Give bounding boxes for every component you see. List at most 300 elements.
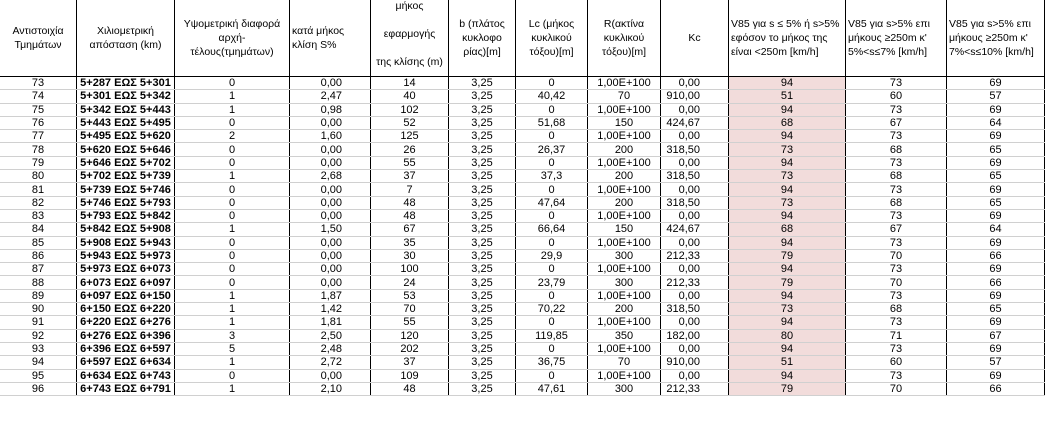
cell-section[interactable]: 93 bbox=[0, 342, 77, 355]
cell-v85-mid[interactable]: 73 bbox=[846, 289, 947, 302]
cell-elevation-diff[interactable]: 1 bbox=[175, 223, 290, 236]
cell-lane-width[interactable]: 3,25 bbox=[449, 103, 516, 116]
cell-section[interactable]: 84 bbox=[0, 223, 77, 236]
cell-chainage[interactable]: 5+746 ΕΩΣ 5+793 bbox=[77, 196, 175, 209]
cell-kc[interactable]: 212,33 bbox=[661, 276, 729, 289]
cell-elevation-diff[interactable]: 0 bbox=[175, 263, 290, 276]
cell-lane-width[interactable]: 3,25 bbox=[449, 77, 516, 90]
cell-arc-length[interactable]: 70,22 bbox=[516, 303, 588, 316]
cell-section[interactable]: 90 bbox=[0, 303, 77, 316]
cell-lane-width[interactable]: 3,25 bbox=[449, 249, 516, 262]
cell-v85-mid[interactable]: 73 bbox=[846, 103, 947, 116]
cell-slope-length[interactable]: 55 bbox=[371, 316, 449, 329]
cell-chainage[interactable]: 5+646 ΕΩΣ 5+702 bbox=[77, 156, 175, 169]
cell-v85-mid[interactable]: 73 bbox=[846, 77, 947, 90]
cell-v85-low[interactable]: 80 bbox=[729, 329, 846, 342]
cell-v85-mid[interactable]: 67 bbox=[846, 116, 947, 129]
cell-chainage[interactable]: 5+793 ΕΩΣ 5+842 bbox=[77, 209, 175, 222]
cell-slope-length[interactable]: 100 bbox=[371, 263, 449, 276]
cell-chainage[interactable]: 6+743 ΕΩΣ 6+791 bbox=[77, 382, 175, 395]
cell-kc[interactable]: 0,00 bbox=[661, 130, 729, 143]
header-sections[interactable]: Αντιστοιχία Τμημάτων bbox=[0, 0, 77, 77]
cell-chainage[interactable]: 5+702 ΕΩΣ 5+739 bbox=[77, 170, 175, 183]
cell-section[interactable]: 82 bbox=[0, 196, 77, 209]
cell-slope[interactable]: 1,50 bbox=[290, 223, 371, 236]
cell-elevation-diff[interactable]: 1 bbox=[175, 103, 290, 116]
cell-kc[interactable]: 318,50 bbox=[661, 196, 729, 209]
cell-radius[interactable]: 200 bbox=[588, 143, 661, 156]
cell-elevation-diff[interactable]: 1 bbox=[175, 90, 290, 103]
cell-v85-mid[interactable]: 73 bbox=[846, 209, 947, 222]
cell-lane-width[interactable]: 3,25 bbox=[449, 289, 516, 302]
cell-v85-low[interactable]: 94 bbox=[729, 316, 846, 329]
cell-chainage[interactable]: 5+301 ΕΩΣ 5+342 bbox=[77, 90, 175, 103]
cell-v85-high[interactable]: 69 bbox=[947, 369, 1045, 382]
header-v85-high[interactable]: V85 για s>5% επι μήκους ≥250m κ' 7%<s≤10% [km/h] bbox=[947, 0, 1045, 77]
cell-v85-mid[interactable]: 73 bbox=[846, 316, 947, 329]
cell-kc[interactable]: 0,00 bbox=[661, 183, 729, 196]
cell-v85-high[interactable]: 66 bbox=[947, 249, 1045, 262]
cell-v85-mid[interactable]: 67 bbox=[846, 223, 947, 236]
cell-lane-width[interactable]: 3,25 bbox=[449, 263, 516, 276]
cell-slope-length[interactable]: 48 bbox=[371, 382, 449, 395]
cell-kc[interactable]: 0,00 bbox=[661, 263, 729, 276]
cell-radius[interactable]: 1,00E+100 bbox=[588, 103, 661, 116]
cell-radius[interactable]: 300 bbox=[588, 249, 661, 262]
cell-v85-high[interactable]: 69 bbox=[947, 209, 1045, 222]
cell-radius[interactable]: 150 bbox=[588, 223, 661, 236]
cell-section[interactable]: 81 bbox=[0, 183, 77, 196]
cell-section[interactable]: 95 bbox=[0, 369, 77, 382]
cell-v85-low[interactable]: 94 bbox=[729, 209, 846, 222]
cell-slope[interactable]: 0,00 bbox=[290, 263, 371, 276]
cell-v85-high[interactable]: 69 bbox=[947, 156, 1045, 169]
cell-lane-width[interactable]: 3,25 bbox=[449, 356, 516, 369]
cell-v85-high[interactable]: 64 bbox=[947, 116, 1045, 129]
cell-v85-low[interactable]: 79 bbox=[729, 276, 846, 289]
cell-slope-length[interactable]: 70 bbox=[371, 303, 449, 316]
cell-v85-high[interactable]: 57 bbox=[947, 356, 1045, 369]
cell-chainage[interactable]: 5+973 ΕΩΣ 6+073 bbox=[77, 263, 175, 276]
cell-slope[interactable]: 2,47 bbox=[290, 90, 371, 103]
cell-slope-length[interactable]: 35 bbox=[371, 236, 449, 249]
cell-v85-mid[interactable]: 73 bbox=[846, 130, 947, 143]
cell-radius[interactable]: 1,00E+100 bbox=[588, 289, 661, 302]
cell-v85-low[interactable]: 94 bbox=[729, 103, 846, 116]
cell-lane-width[interactable]: 3,25 bbox=[449, 342, 516, 355]
cell-v85-high[interactable]: 69 bbox=[947, 130, 1045, 143]
cell-kc[interactable]: 318,50 bbox=[661, 303, 729, 316]
cell-radius[interactable]: 1,00E+100 bbox=[588, 130, 661, 143]
cell-v85-mid[interactable]: 73 bbox=[846, 183, 947, 196]
cell-v85-high[interactable]: 67 bbox=[947, 329, 1045, 342]
header-v85-mid[interactable]: V85 για s>5% επι μήκους ≥250m κ' 5%<s≤7% [km/h] bbox=[846, 0, 947, 77]
cell-slope[interactable]: 0,00 bbox=[290, 196, 371, 209]
cell-arc-length[interactable]: 51,68 bbox=[516, 116, 588, 129]
cell-arc-length[interactable]: 29,9 bbox=[516, 249, 588, 262]
cell-v85-low[interactable]: 73 bbox=[729, 143, 846, 156]
cell-radius[interactable]: 300 bbox=[588, 276, 661, 289]
cell-slope[interactable]: 1,87 bbox=[290, 289, 371, 302]
cell-arc-length[interactable]: 40,42 bbox=[516, 90, 588, 103]
header-slope[interactable]: κατά μήκος κλίση S% bbox=[290, 0, 371, 77]
cell-v85-mid[interactable]: 73 bbox=[846, 369, 947, 382]
cell-section[interactable]: 77 bbox=[0, 130, 77, 143]
cell-elevation-diff[interactable]: 0 bbox=[175, 116, 290, 129]
cell-slope-length[interactable]: 14 bbox=[371, 77, 449, 90]
header-kc[interactable]: Kc bbox=[661, 0, 729, 77]
cell-chainage[interactable]: 6+097 ΕΩΣ 6+150 bbox=[77, 289, 175, 302]
cell-v85-low[interactable]: 68 bbox=[729, 116, 846, 129]
cell-elevation-diff[interactable]: 1 bbox=[175, 356, 290, 369]
cell-chainage[interactable]: 5+342 ΕΩΣ 5+443 bbox=[77, 103, 175, 116]
cell-elevation-diff[interactable]: 0 bbox=[175, 369, 290, 382]
cell-section[interactable]: 76 bbox=[0, 116, 77, 129]
cell-slope-length[interactable]: 52 bbox=[371, 116, 449, 129]
cell-lane-width[interactable]: 3,25 bbox=[449, 236, 516, 249]
cell-v85-low[interactable]: 79 bbox=[729, 249, 846, 262]
cell-elevation-diff[interactable]: 0 bbox=[175, 249, 290, 262]
cell-v85-low[interactable]: 94 bbox=[729, 183, 846, 196]
cell-elevation-diff[interactable]: 0 bbox=[175, 209, 290, 222]
cell-radius[interactable]: 1,00E+100 bbox=[588, 236, 661, 249]
cell-elevation-diff[interactable]: 0 bbox=[175, 77, 290, 90]
cell-kc[interactable]: 424,67 bbox=[661, 116, 729, 129]
cell-v85-high[interactable]: 69 bbox=[947, 103, 1045, 116]
cell-arc-length[interactable]: 0 bbox=[516, 130, 588, 143]
cell-section[interactable]: 80 bbox=[0, 170, 77, 183]
cell-kc[interactable]: 0,00 bbox=[661, 209, 729, 222]
cell-arc-length[interactable]: 66,64 bbox=[516, 223, 588, 236]
cell-v85-high[interactable]: 66 bbox=[947, 276, 1045, 289]
cell-elevation-diff[interactable]: 1 bbox=[175, 316, 290, 329]
header-lane-width[interactable]: b (πλάτος κυκλοφο ρίας)[m] bbox=[449, 0, 516, 77]
cell-section[interactable]: 83 bbox=[0, 209, 77, 222]
cell-chainage[interactable]: 6+073 ΕΩΣ 6+097 bbox=[77, 276, 175, 289]
cell-slope-length[interactable]: 55 bbox=[371, 156, 449, 169]
cell-chainage[interactable]: 5+908 ΕΩΣ 5+943 bbox=[77, 236, 175, 249]
cell-slope[interactable]: 2,68 bbox=[290, 170, 371, 183]
cell-v85-high[interactable]: 69 bbox=[947, 342, 1045, 355]
cell-slope-length[interactable]: 26 bbox=[371, 143, 449, 156]
cell-arc-length[interactable]: 0 bbox=[516, 316, 588, 329]
cell-v85-high[interactable]: 69 bbox=[947, 77, 1045, 90]
cell-v85-mid[interactable]: 68 bbox=[846, 170, 947, 183]
cell-slope[interactable]: 0,00 bbox=[290, 209, 371, 222]
cell-radius[interactable]: 200 bbox=[588, 303, 661, 316]
cell-slope[interactable]: 0,00 bbox=[290, 143, 371, 156]
cell-v85-high[interactable]: 69 bbox=[947, 289, 1045, 302]
cell-v85-low[interactable]: 94 bbox=[729, 369, 846, 382]
cell-radius[interactable]: 200 bbox=[588, 196, 661, 209]
cell-v85-mid[interactable]: 70 bbox=[846, 249, 947, 262]
cell-kc[interactable]: 910,00 bbox=[661, 90, 729, 103]
cell-arc-length[interactable]: 0 bbox=[516, 342, 588, 355]
header-elevation-diff[interactable]: Υψομετρική διαφορά αρχή-τέλους(τμημάτων) bbox=[175, 0, 290, 77]
cell-chainage[interactable]: 5+842 ΕΩΣ 5+908 bbox=[77, 223, 175, 236]
cell-v85-low[interactable]: 73 bbox=[729, 303, 846, 316]
cell-slope-length[interactable]: 37 bbox=[371, 356, 449, 369]
cell-kc[interactable]: 910,00 bbox=[661, 356, 729, 369]
cell-slope-length[interactable]: 37 bbox=[371, 170, 449, 183]
cell-v85-mid[interactable]: 73 bbox=[846, 236, 947, 249]
cell-elevation-diff[interactable]: 0 bbox=[175, 183, 290, 196]
cell-arc-length[interactable]: 23,79 bbox=[516, 276, 588, 289]
cell-arc-length[interactable]: 0 bbox=[516, 369, 588, 382]
cell-radius[interactable]: 1,00E+100 bbox=[588, 342, 661, 355]
cell-section[interactable]: 74 bbox=[0, 90, 77, 103]
cell-slope[interactable]: 1,42 bbox=[290, 303, 371, 316]
cell-lane-width[interactable]: 3,25 bbox=[449, 369, 516, 382]
cell-v85-low[interactable]: 94 bbox=[729, 342, 846, 355]
cell-radius[interactable]: 300 bbox=[588, 382, 661, 395]
cell-section[interactable]: 89 bbox=[0, 289, 77, 302]
cell-v85-mid[interactable]: 68 bbox=[846, 143, 947, 156]
cell-radius[interactable]: 150 bbox=[588, 116, 661, 129]
cell-v85-low[interactable]: 94 bbox=[729, 236, 846, 249]
cell-arc-length[interactable]: 0 bbox=[516, 289, 588, 302]
cell-v85-high[interactable]: 65 bbox=[947, 143, 1045, 156]
cell-slope-length[interactable]: 30 bbox=[371, 249, 449, 262]
cell-slope[interactable]: 0,00 bbox=[290, 249, 371, 262]
cell-radius[interactable]: 1,00E+100 bbox=[588, 316, 661, 329]
cell-v85-high[interactable]: 69 bbox=[947, 316, 1045, 329]
cell-elevation-diff[interactable]: 3 bbox=[175, 329, 290, 342]
cell-chainage[interactable]: 6+150 ΕΩΣ 6+220 bbox=[77, 303, 175, 316]
cell-elevation-diff[interactable]: 1 bbox=[175, 382, 290, 395]
cell-slope[interactable]: 0,00 bbox=[290, 236, 371, 249]
cell-slope[interactable]: 0,00 bbox=[290, 369, 371, 382]
cell-chainage[interactable]: 5+443 ΕΩΣ 5+495 bbox=[77, 116, 175, 129]
cell-chainage[interactable]: 5+739 ΕΩΣ 5+746 bbox=[77, 183, 175, 196]
cell-radius[interactable]: 1,00E+100 bbox=[588, 263, 661, 276]
cell-slope[interactable]: 0,00 bbox=[290, 276, 371, 289]
cell-slope-length[interactable]: 102 bbox=[371, 103, 449, 116]
cell-slope[interactable]: 0,00 bbox=[290, 183, 371, 196]
cell-v85-mid[interactable]: 73 bbox=[846, 342, 947, 355]
cell-slope-length[interactable]: 7 bbox=[371, 183, 449, 196]
cell-slope[interactable]: 1,81 bbox=[290, 316, 371, 329]
cell-arc-length[interactable]: 26,37 bbox=[516, 143, 588, 156]
cell-radius[interactable]: 70 bbox=[588, 356, 661, 369]
cell-lane-width[interactable]: 3,25 bbox=[449, 90, 516, 103]
cell-kc[interactable]: 0,00 bbox=[661, 77, 729, 90]
header-slope-length[interactable] bbox=[371, 0, 449, 77]
cell-elevation-diff[interactable]: 2 bbox=[175, 130, 290, 143]
cell-slope[interactable]: 0,00 bbox=[290, 156, 371, 169]
cell-slope[interactable]: 0,00 bbox=[290, 77, 371, 90]
cell-radius[interactable]: 200 bbox=[588, 170, 661, 183]
cell-chainage[interactable]: 6+276 ΕΩΣ 6+396 bbox=[77, 329, 175, 342]
cell-arc-length[interactable]: 37,3 bbox=[516, 170, 588, 183]
cell-section[interactable]: 85 bbox=[0, 236, 77, 249]
cell-section[interactable]: 78 bbox=[0, 143, 77, 156]
cell-lane-width[interactable]: 3,25 bbox=[449, 382, 516, 395]
cell-lane-width[interactable]: 3,25 bbox=[449, 223, 516, 236]
cell-arc-length[interactable]: 0 bbox=[516, 236, 588, 249]
cell-kc[interactable]: 0,00 bbox=[661, 342, 729, 355]
cell-arc-length[interactable]: 0 bbox=[516, 77, 588, 90]
cell-section[interactable]: 88 bbox=[0, 276, 77, 289]
cell-radius[interactable]: 70 bbox=[588, 90, 661, 103]
cell-elevation-diff[interactable]: 1 bbox=[175, 303, 290, 316]
cell-lane-width[interactable]: 3,25 bbox=[449, 130, 516, 143]
cell-chainage[interactable]: 5+620 ΕΩΣ 5+646 bbox=[77, 143, 175, 156]
cell-slope-length[interactable]: 48 bbox=[371, 196, 449, 209]
cell-slope[interactable]: 2,50 bbox=[290, 329, 371, 342]
cell-radius[interactable]: 1,00E+100 bbox=[588, 77, 661, 90]
cell-radius[interactable]: 1,00E+100 bbox=[588, 183, 661, 196]
cell-radius[interactable]: 1,00E+100 bbox=[588, 369, 661, 382]
cell-radius[interactable]: 1,00E+100 bbox=[588, 156, 661, 169]
cell-kc[interactable]: 0,00 bbox=[661, 316, 729, 329]
cell-elevation-diff[interactable]: 0 bbox=[175, 143, 290, 156]
cell-v85-high[interactable]: 65 bbox=[947, 196, 1045, 209]
cell-v85-mid[interactable]: 73 bbox=[846, 156, 947, 169]
cell-radius[interactable]: 350 bbox=[588, 329, 661, 342]
cell-slope[interactable]: 2,72 bbox=[290, 356, 371, 369]
cell-v85-mid[interactable]: 60 bbox=[846, 356, 947, 369]
cell-kc[interactable]: 318,50 bbox=[661, 143, 729, 156]
cell-v85-high[interactable]: 57 bbox=[947, 90, 1045, 103]
cell-section[interactable]: 79 bbox=[0, 156, 77, 169]
cell-slope-length[interactable]: 125 bbox=[371, 130, 449, 143]
cell-v85-low[interactable]: 94 bbox=[729, 130, 846, 143]
cell-elevation-diff[interactable]: 5 bbox=[175, 342, 290, 355]
cell-elevation-diff[interactable]: 0 bbox=[175, 156, 290, 169]
cell-elevation-diff[interactable]: 0 bbox=[175, 196, 290, 209]
cell-v85-mid[interactable]: 70 bbox=[846, 276, 947, 289]
cell-v85-low[interactable]: 94 bbox=[729, 263, 846, 276]
cell-kc[interactable]: 424,67 bbox=[661, 223, 729, 236]
cell-v85-high[interactable]: 65 bbox=[947, 303, 1045, 316]
cell-elevation-diff[interactable]: 1 bbox=[175, 289, 290, 302]
cell-v85-low[interactable]: 79 bbox=[729, 382, 846, 395]
cell-v85-mid[interactable]: 73 bbox=[846, 263, 947, 276]
cell-chainage[interactable]: 6+396 ΕΩΣ 6+597 bbox=[77, 342, 175, 355]
cell-lane-width[interactable]: 3,25 bbox=[449, 183, 516, 196]
cell-arc-length[interactable]: 47,61 bbox=[516, 382, 588, 395]
cell-lane-width[interactable]: 3,25 bbox=[449, 316, 516, 329]
cell-section[interactable]: 73 bbox=[0, 77, 77, 90]
cell-lane-width[interactable]: 3,25 bbox=[449, 276, 516, 289]
cell-v85-high[interactable]: 65 bbox=[947, 170, 1045, 183]
cell-arc-length[interactable]: 36,75 bbox=[516, 356, 588, 369]
cell-chainage[interactable]: 6+597 ΕΩΣ 6+634 bbox=[77, 356, 175, 369]
cell-kc[interactable]: 212,33 bbox=[661, 249, 729, 262]
cell-v85-mid[interactable]: 71 bbox=[846, 329, 947, 342]
cell-slope[interactable]: 0,98 bbox=[290, 103, 371, 116]
cell-v85-high[interactable]: 69 bbox=[947, 183, 1045, 196]
cell-v85-mid[interactable]: 70 bbox=[846, 382, 947, 395]
cell-v85-low[interactable]: 94 bbox=[729, 156, 846, 169]
cell-lane-width[interactable]: 3,25 bbox=[449, 143, 516, 156]
cell-lane-width[interactable]: 3,25 bbox=[449, 116, 516, 129]
cell-arc-length[interactable]: 47,64 bbox=[516, 196, 588, 209]
cell-kc[interactable]: 0,00 bbox=[661, 236, 729, 249]
cell-section[interactable]: 94 bbox=[0, 356, 77, 369]
cell-section[interactable]: 75 bbox=[0, 103, 77, 116]
cell-kc[interactable]: 0,00 bbox=[661, 369, 729, 382]
cell-v85-low[interactable]: 94 bbox=[729, 289, 846, 302]
cell-v85-high[interactable]: 69 bbox=[947, 236, 1045, 249]
cell-slope-length[interactable]: 202 bbox=[371, 342, 449, 355]
cell-chainage[interactable]: 5+287 ΕΩΣ 5+301 bbox=[77, 77, 175, 90]
cell-v85-mid[interactable]: 60 bbox=[846, 90, 947, 103]
cell-v85-low[interactable]: 68 bbox=[729, 223, 846, 236]
cell-v85-mid[interactable]: 68 bbox=[846, 196, 947, 209]
cell-chainage[interactable]: 6+220 ΕΩΣ 6+276 bbox=[77, 316, 175, 329]
cell-slope-length[interactable]: 24 bbox=[371, 276, 449, 289]
cell-kc[interactable]: 182,00 bbox=[661, 329, 729, 342]
cell-v85-low[interactable]: 94 bbox=[729, 77, 846, 90]
cell-v85-high[interactable]: 66 bbox=[947, 382, 1045, 395]
cell-slope-length[interactable]: 53 bbox=[371, 289, 449, 302]
cell-lane-width[interactable]: 3,25 bbox=[449, 170, 516, 183]
cell-elevation-diff[interactable]: 1 bbox=[175, 170, 290, 183]
cell-slope-length[interactable]: 120 bbox=[371, 329, 449, 342]
header-v85-low[interactable]: V85 για s ≤ 5% ή s>5% εφόσον το μήκος της είναι <250m [km/h] bbox=[729, 0, 846, 77]
cell-chainage[interactable]: 5+943 ΕΩΣ 5+973 bbox=[77, 249, 175, 262]
cell-arc-length[interactable]: 0 bbox=[516, 156, 588, 169]
cell-section[interactable]: 91 bbox=[0, 316, 77, 329]
cell-arc-length[interactable]: 0 bbox=[516, 103, 588, 116]
cell-radius[interactable]: 1,00E+100 bbox=[588, 209, 661, 222]
cell-lane-width[interactable]: 3,25 bbox=[449, 196, 516, 209]
cell-kc[interactable]: 0,00 bbox=[661, 103, 729, 116]
cell-slope[interactable]: 0,00 bbox=[290, 116, 371, 129]
cell-chainage[interactable]: 6+634 ΕΩΣ 6+743 bbox=[77, 369, 175, 382]
cell-elevation-diff[interactable]: 0 bbox=[175, 276, 290, 289]
cell-chainage[interactable]: 5+495 ΕΩΣ 5+620 bbox=[77, 130, 175, 143]
cell-section[interactable]: 87 bbox=[0, 263, 77, 276]
header-chainage[interactable]: Χιλιομετρική απόσταση (km) bbox=[77, 0, 175, 77]
cell-kc[interactable]: 0,00 bbox=[661, 156, 729, 169]
cell-arc-length[interactable]: 0 bbox=[516, 263, 588, 276]
cell-section[interactable]: 96 bbox=[0, 382, 77, 395]
cell-v85-low[interactable]: 73 bbox=[729, 170, 846, 183]
cell-v85-low[interactable]: 73 bbox=[729, 196, 846, 209]
cell-v85-low[interactable]: 51 bbox=[729, 356, 846, 369]
cell-arc-length[interactable]: 119,85 bbox=[516, 329, 588, 342]
cell-lane-width[interactable]: 3,25 bbox=[449, 329, 516, 342]
header-radius[interactable]: R(ακτίνα κυκλικού τόξου)[m] bbox=[588, 0, 661, 77]
cell-arc-length[interactable]: 0 bbox=[516, 183, 588, 196]
cell-kc[interactable]: 0,00 bbox=[661, 289, 729, 302]
cell-section[interactable]: 86 bbox=[0, 249, 77, 262]
cell-lane-width[interactable]: 3,25 bbox=[449, 209, 516, 222]
cell-v85-high[interactable]: 69 bbox=[947, 263, 1045, 276]
cell-v85-low[interactable]: 51 bbox=[729, 90, 846, 103]
cell-lane-width[interactable]: 3,25 bbox=[449, 156, 516, 169]
cell-slope[interactable]: 2,10 bbox=[290, 382, 371, 395]
cell-slope-length[interactable]: 48 bbox=[371, 209, 449, 222]
cell-kc[interactable]: 318,50 bbox=[661, 170, 729, 183]
cell-slope[interactable]: 2,48 bbox=[290, 342, 371, 355]
cell-lane-width[interactable]: 3,25 bbox=[449, 303, 516, 316]
cell-arc-length[interactable]: 0 bbox=[516, 209, 588, 222]
cell-v85-mid[interactable]: 68 bbox=[846, 303, 947, 316]
cell-slope[interactable]: 1,60 bbox=[290, 130, 371, 143]
cell-section[interactable]: 92 bbox=[0, 329, 77, 342]
cell-slope-length[interactable]: 40 bbox=[371, 90, 449, 103]
cell-slope-length[interactable]: 67 bbox=[371, 223, 449, 236]
cell-v85-high[interactable]: 64 bbox=[947, 223, 1045, 236]
cell-elevation-diff[interactable]: 0 bbox=[175, 236, 290, 249]
cell-slope-length[interactable]: 109 bbox=[371, 369, 449, 382]
cell-kc[interactable]: 212,33 bbox=[661, 382, 729, 395]
header-arc-length[interactable]: Lc (μήκος κυκλικού τόξου)[m] bbox=[516, 0, 588, 77]
